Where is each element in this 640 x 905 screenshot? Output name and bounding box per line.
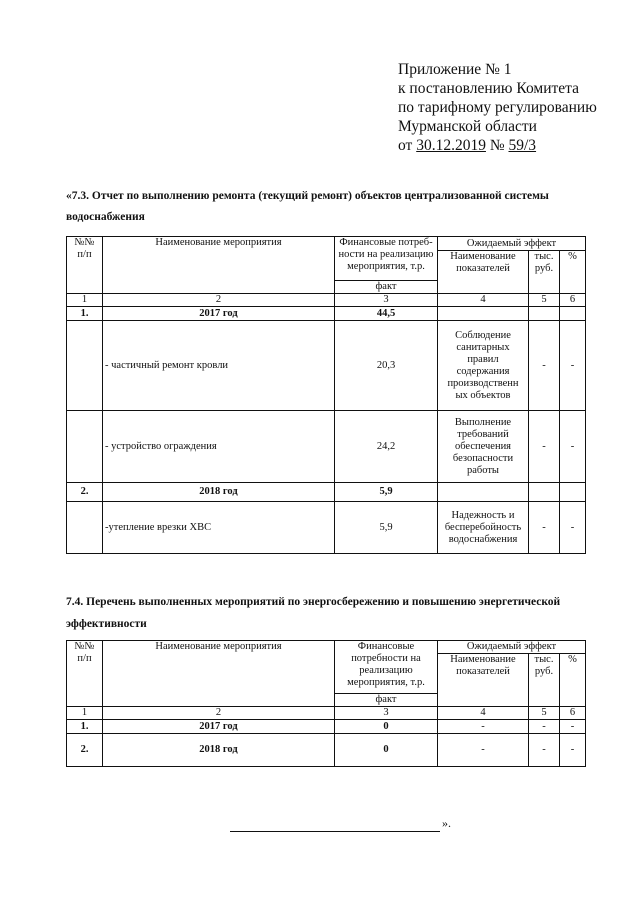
col-head-indicator: Наименование показателей xyxy=(438,251,529,294)
row-num xyxy=(67,321,103,411)
document-header xyxy=(398,60,597,155)
row-name: - частичный ремонт кровли xyxy=(103,321,335,411)
row-thous: - xyxy=(529,321,560,411)
table-row xyxy=(67,307,586,321)
col-number: 1 xyxy=(67,707,103,720)
col-number: 4 xyxy=(438,707,529,720)
col-head-fin: Финансовые потребности на реализацию мероприятия, т.р. xyxy=(335,641,438,694)
row-indicator xyxy=(438,483,529,502)
row-pct xyxy=(560,307,586,321)
header-line: Мурманской области xyxy=(398,118,537,135)
col-head-name: Наименование мероприятия xyxy=(103,641,335,707)
col-head-name: Наименование мероприятия xyxy=(103,237,335,294)
row-thous xyxy=(529,483,560,502)
col-number: 2 xyxy=(103,294,335,307)
row-fin: 5,9 xyxy=(335,483,438,502)
row-indicator: Соблюдение санитарных правил содержания производственн ых объектов xyxy=(438,321,529,411)
row-thous: - xyxy=(529,502,560,554)
row-fin: 0 xyxy=(335,720,438,734)
row-name: 2017 год xyxy=(103,307,335,321)
row-pct: - xyxy=(560,321,586,411)
col-number: 3 xyxy=(335,707,438,720)
col-head-pct: % xyxy=(560,251,586,294)
table-row xyxy=(67,483,586,502)
col-head-pct: % xyxy=(560,654,586,707)
row-indicator: Надежность и бесперебойность водоснабжения xyxy=(438,502,529,554)
row-num: 1. xyxy=(67,720,103,734)
section-73-title xyxy=(66,190,549,224)
row-indicator: Выполнение требований обеспечения безопасности работы xyxy=(438,411,529,483)
row-num xyxy=(67,411,103,483)
col-number: 5 xyxy=(529,707,560,720)
row-fin: 44,5 xyxy=(335,307,438,321)
decree-number: 59/3 xyxy=(508,137,537,154)
row-name: 2017 год xyxy=(103,720,335,734)
row-num: 2. xyxy=(67,734,103,767)
col-head-num: №№ п/п xyxy=(67,641,103,707)
row-fin: 5,9 xyxy=(335,502,438,554)
section-title-line: водоснабжения xyxy=(66,211,145,223)
table-74 xyxy=(66,640,586,767)
row-fin: 0 xyxy=(335,734,438,767)
col-head-thous: тыс. руб. xyxy=(529,654,560,707)
row-num: 1. xyxy=(67,307,103,321)
row-name: -утепление врезки ХВС xyxy=(103,502,335,554)
header-date-line xyxy=(398,136,597,155)
row-pct: - xyxy=(560,411,586,483)
col-head-thous: тыс. руб. xyxy=(529,251,560,294)
col-number: 1 xyxy=(67,294,103,307)
header-line: по тарифному регулированию xyxy=(398,99,597,116)
row-thous xyxy=(529,307,560,321)
table-row xyxy=(67,734,586,767)
closing-quote: ». xyxy=(442,816,451,830)
col-head-fact: факт xyxy=(335,694,438,707)
col-head-effect: Ожидаемый эффект xyxy=(438,237,586,251)
row-indicator xyxy=(438,307,529,321)
table-row xyxy=(67,411,586,483)
row-thous: - xyxy=(529,720,560,734)
signature-underline xyxy=(230,819,440,832)
row-thous: - xyxy=(529,411,560,483)
col-number: 6 xyxy=(560,294,586,307)
row-num: 2. xyxy=(67,483,103,502)
row-name: 2018 год xyxy=(103,734,335,767)
decree-date: 30.12.2019 xyxy=(416,137,486,154)
date-prefix: от xyxy=(398,137,417,154)
number-prefix: № xyxy=(485,137,509,154)
table-row xyxy=(67,502,586,554)
row-thous: - xyxy=(529,734,560,767)
row-name: - устройство ограждения xyxy=(103,411,335,483)
col-head-fin: Финансовые потреб- ности на реализацию мероприятия, т.р. xyxy=(335,237,438,281)
col-head-indicator: Наименование показателей xyxy=(438,654,529,707)
row-pct: - xyxy=(560,734,586,767)
appendix-title: Приложение № 1 xyxy=(398,61,512,78)
row-fin: 20,3 xyxy=(335,321,438,411)
row-num xyxy=(67,502,103,554)
table-row xyxy=(67,720,586,734)
table-row xyxy=(67,321,586,411)
row-pct xyxy=(560,483,586,502)
row-fin: 24,2 xyxy=(335,411,438,483)
closing-line xyxy=(230,814,451,832)
col-head-fact: факт xyxy=(335,281,438,294)
table-73 xyxy=(66,236,586,554)
row-pct: - xyxy=(560,720,586,734)
section-title-line: эффективности xyxy=(66,618,147,630)
row-indicator: - xyxy=(438,720,529,734)
row-name: 2018 год xyxy=(103,483,335,502)
section-title-line: 7.4. Перечень выполненных мероприятий по энергосбережению и повышению энергетической xyxy=(66,596,561,608)
col-head-num: №№ п/п xyxy=(67,237,103,294)
section-74-title xyxy=(66,596,560,631)
col-head-effect: Ожидаемый эффект xyxy=(438,641,586,654)
header-line: к постановлению Комитета xyxy=(398,80,579,97)
row-indicator: - xyxy=(438,734,529,767)
col-number: 2 xyxy=(103,707,335,720)
section-title-line: «7.3. Отчет по выполнению ремонта (текущий ремонт) объектов централизованной системы xyxy=(66,190,549,202)
col-number: 5 xyxy=(529,294,560,307)
col-number: 3 xyxy=(335,294,438,307)
col-number: 4 xyxy=(438,294,529,307)
row-pct: - xyxy=(560,502,586,554)
col-number: 6 xyxy=(560,707,586,720)
